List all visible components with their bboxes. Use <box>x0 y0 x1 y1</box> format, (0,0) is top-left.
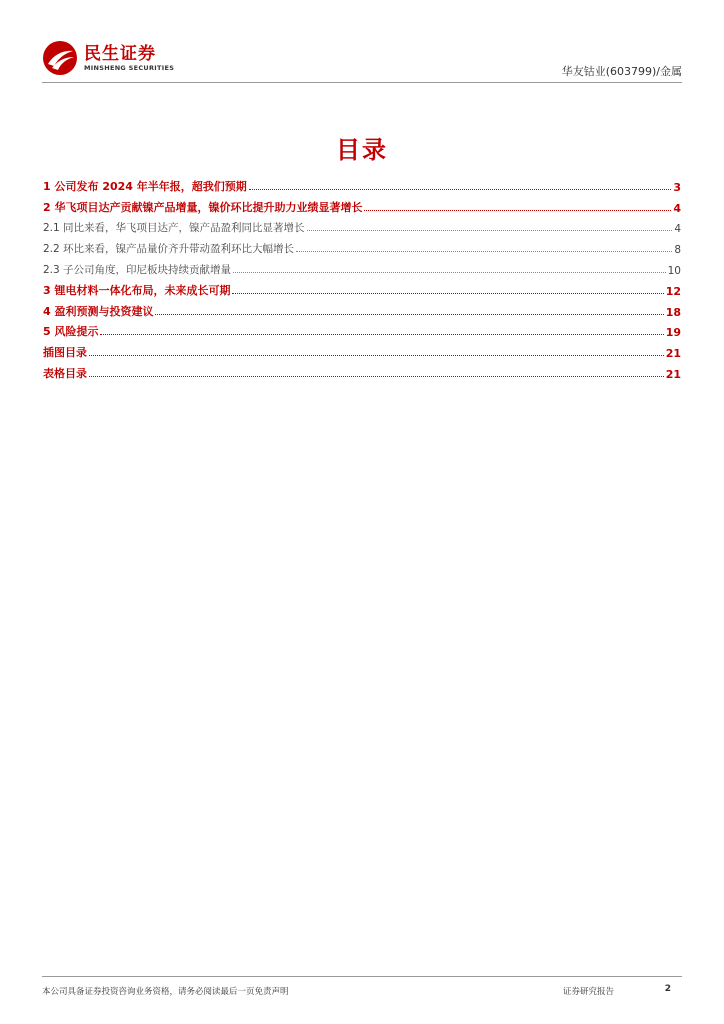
logo-text <box>84 44 174 73</box>
footer-disclaimer: 本公司具备证券投资咨询业务资格，请务必阅读最后一页免责声明 <box>42 987 289 997</box>
toc-entry[interactable] <box>43 173 681 194</box>
toc-entry-page: 4 <box>674 223 681 236</box>
toc-entry[interactable] <box>43 319 681 340</box>
toc-entry[interactable] <box>43 235 681 256</box>
minsheng-logo-icon <box>42 40 78 76</box>
toc-entry[interactable] <box>43 339 681 360</box>
toc-dot-leader <box>233 272 666 273</box>
toc-entry-page: 21 <box>665 347 681 361</box>
page-number: 2 <box>664 984 671 994</box>
toc-entry[interactable] <box>43 256 681 277</box>
logo-name-en: MINSHENG SECURITIES <box>84 63 175 72</box>
toc-entry-page: 21 <box>665 367 681 381</box>
toc-entry-label: 4 盈利预测与投资建议 <box>43 304 154 318</box>
toc-entry-page: 18 <box>665 305 681 319</box>
toc-entry-page: 19 <box>665 326 681 340</box>
toc-entry-label: 1 公司发布 2024 年半年报，超我们预期 <box>43 179 247 193</box>
toc-entry-label: 表格目录 <box>43 366 87 380</box>
toc-dot-leader <box>89 376 664 377</box>
toc-entry-label: 2.2 环比来看，镍产品量价齐升带动盈利环比大幅增长 <box>43 243 295 256</box>
toc-entry-label: 2 华飞项目达产贡献镍产品增量，镍价环比提升助力业绩显著增长 <box>43 200 363 214</box>
company-logo <box>42 40 174 76</box>
toc-dot-leader <box>100 334 663 335</box>
toc-dot-leader <box>155 314 663 315</box>
toc-entry[interactable] <box>43 277 681 298</box>
logo-name-cn: 民生证券 <box>84 43 156 64</box>
toc-entry-label: 5 风险提示 <box>43 325 99 339</box>
toc-entry-page: 4 <box>673 201 681 215</box>
toc-entry[interactable] <box>43 360 681 381</box>
report-subject: 华友钴业(603799)/金属 <box>561 65 682 78</box>
toc-entry[interactable] <box>43 215 681 236</box>
toc-entry[interactable] <box>43 298 681 319</box>
toc-dot-leader <box>89 355 664 356</box>
table-of-contents <box>43 173 681 381</box>
toc-dot-leader <box>307 230 673 231</box>
toc-dot-leader <box>364 210 671 211</box>
toc-entry[interactable] <box>43 194 681 215</box>
toc-dot-leader <box>232 293 663 294</box>
toc-dot-leader <box>249 189 672 190</box>
toc-entry-page: 8 <box>674 244 681 257</box>
toc-entry-page: 3 <box>673 180 681 194</box>
toc-entry-label: 插图目录 <box>43 346 87 360</box>
header-divider <box>42 82 682 83</box>
toc-dot-leader <box>296 251 672 252</box>
toc-entry-page: 12 <box>665 284 681 298</box>
toc-entry-label: 3 锂电材料一体化布局，未来成长可期 <box>43 283 231 297</box>
footer-divider <box>42 976 682 977</box>
toc-entry-page: 10 <box>667 264 681 277</box>
toc-entry-label: 2.3 子公司角度，印尼板块持续贡献增量 <box>43 263 232 276</box>
toc-entry-label: 2.1 同比来看，华飞项目达产，镍产品盈利同比显著增长 <box>43 222 305 235</box>
footer-report-type: 证券研究报告 <box>563 987 615 997</box>
toc-title: 目录 <box>336 136 388 164</box>
